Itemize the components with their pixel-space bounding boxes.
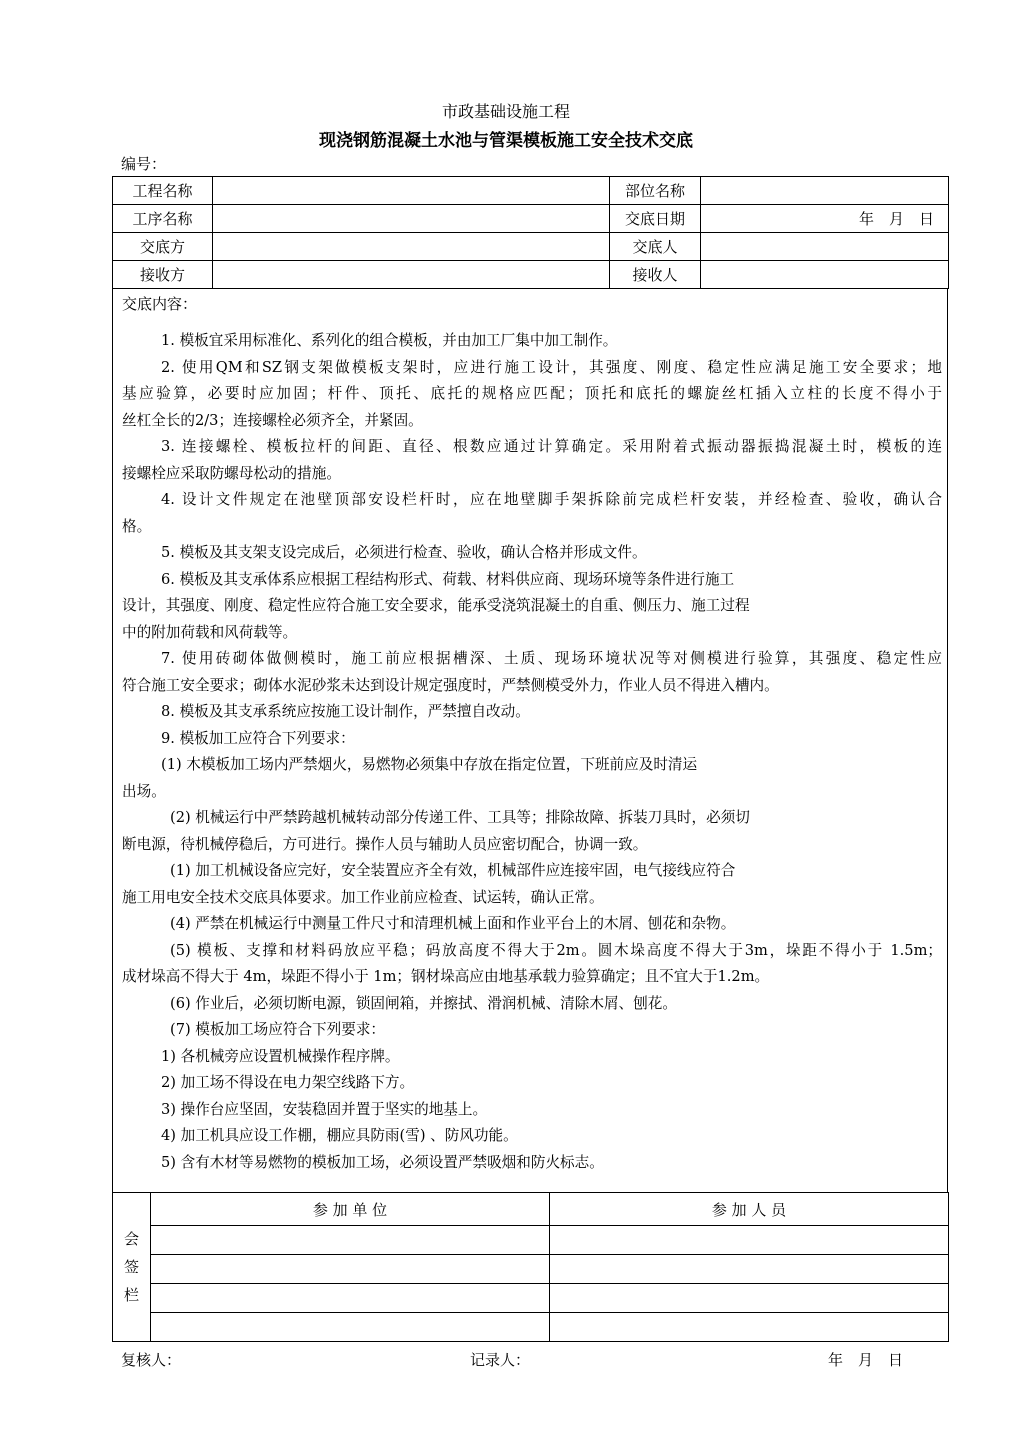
project-name-label: 工程名称 <box>113 177 213 205</box>
content-line: 5) 含有木材等易燃物的模板加工场，必须设置严禁吸烟和防火标志。 <box>161 1153 604 1171</box>
sign-label-char: 签 <box>123 1258 139 1276</box>
date-label: 交底日期 <box>610 205 701 233</box>
content-line: 中的附加荷载和风荷载等。 <box>122 623 298 641</box>
content-line: 4) 加工机具应设工作棚，棚应具防雨(雪) 、防风功能。 <box>161 1127 518 1144</box>
content-label: 交底内容： <box>122 295 198 313</box>
giver-party-label: 交底方 <box>113 233 213 261</box>
process-name-label: 工序名称 <box>113 205 213 233</box>
content-lines <box>122 328 942 1176</box>
person-cell[interactable] <box>550 1284 949 1313</box>
content-line: (6) 作业后，必须切断电源，锁固闸箱，并擦拭、滑润机械、清除木屑、刨花。 <box>170 994 677 1012</box>
giver-label: 交底人 <box>610 233 701 261</box>
part-name-label: 部位名称 <box>610 177 701 205</box>
content-line: 2. 使用QM和SZ钢支架做模板支架时，应进行施工设计，其强度、刚度、稳定性应满足施工安全要求；地 <box>161 358 942 376</box>
date-field[interactable]: 年 月 日 <box>701 205 949 233</box>
table-row <box>113 1284 949 1313</box>
receiver-party-field[interactable] <box>213 261 610 289</box>
footer-date: 年 月 日 <box>828 1351 904 1369</box>
person-header: 参 加 人 员 <box>550 1193 949 1226</box>
content-line: (5) 模板、支撑和材料码放应平稳；码放高度不得大于2m。圆木垛高度不得大于3m，垛距不得小于 1.5m； <box>170 941 942 959</box>
unit-cell[interactable] <box>151 1284 550 1313</box>
table-row <box>113 177 949 205</box>
content-line: 断电源，待机械停稳后，方可进行。操作人员与辅助人员应密切配合，协调一致。 <box>122 835 648 853</box>
unit-cell[interactable] <box>151 1226 550 1255</box>
person-cell[interactable] <box>550 1313 949 1342</box>
table-row <box>113 261 949 289</box>
content-line: 施工用电安全技术交底具体要求。加工作业前应检查、试运转，确认正常。 <box>122 888 604 906</box>
content-line: 接螺栓应采取防螺母松动的措施。 <box>122 464 341 482</box>
sign-column-label <box>113 1193 151 1342</box>
content-line: (1) 加工机械设备应完好，安全装置应齐全有效，机械部件应连接牢固，电气接线应符合 <box>170 862 736 879</box>
content-line: 基应验算，必要时应加固；杆件、顶托、底托的规格应匹配；顶托和底托的螺旋丝杠插入立柱的长度不得小于 <box>122 385 942 402</box>
receiver-field[interactable] <box>701 261 949 289</box>
content-line: 2) 加工场不得设在电力架空线路下方。 <box>161 1074 415 1091</box>
table-row <box>113 233 949 261</box>
giver-party-field[interactable] <box>213 233 610 261</box>
unit-cell[interactable] <box>151 1255 550 1284</box>
unit-header: 参 加 单 位 <box>151 1193 550 1226</box>
table-row <box>113 1193 949 1226</box>
content-line: (4) 严禁在机械运行中测量工件尺寸和清理机械上面和作业平台上的木屑、刨花和杂物。 <box>170 915 736 932</box>
content-line: 格。 <box>122 517 152 535</box>
number-label: 编号： <box>121 155 167 173</box>
sign-label-char: 会 <box>123 1230 139 1248</box>
sign-table <box>112 1192 949 1342</box>
part-name-field[interactable] <box>701 177 949 205</box>
giver-field[interactable] <box>701 233 949 261</box>
project-name-field[interactable] <box>213 177 610 205</box>
sign-label-char: 栏 <box>123 1286 139 1304</box>
content-line: (2) 机械运行中严禁跨越机械转动部分传递工件、工具等；排除故障、拆装刀具时，必须切 <box>170 809 750 826</box>
content-line: 8. 模板及其支承系统应按施工设计制作，严禁擅自改动。 <box>161 703 530 720</box>
document-subtitle: 市政基础设施工程 <box>441 102 570 121</box>
content-line: (1) 木模板加工场内严禁烟火，易燃物必须集中存放在指定位置，下班前应及时清运 <box>161 756 698 773</box>
document-title: 现浇钢筋混凝土水池与管渠模板施工安全技术交底 <box>319 131 693 151</box>
content-line: 7. 使用砖砌体做侧模时，施工前应根据槽深、土质、现场环境状况等对侧模进行验算，其强度、稳定性应 <box>161 650 942 667</box>
content-line: 成材垛高不得大于 4m，垛距不得小于 1m；钢材垛高应由地基承载力验算确定；且不宜大于1.2m。 <box>122 968 770 985</box>
receiver-party-label: 接收方 <box>113 261 213 289</box>
recorder-label: 记录人： <box>470 1351 531 1369</box>
receiver-label: 接收人 <box>610 261 701 289</box>
content-line: 3. 连接螺栓、模板拉杆的间距、直径、根数应通过计算确定。采用附着式振动器振捣混凝土时，模板的连 <box>161 438 942 455</box>
table-row <box>113 205 949 233</box>
content-line: (7) 模板加工场应符合下列要求： <box>170 1021 386 1038</box>
content-line: 6. 模板及其支承体系应根据工程结构形式、荷载、材料供应商、现场环境等条件进行施工 <box>161 570 735 588</box>
content-line: 丝杠全长的2/3；连接螺栓必须齐全，并紧固。 <box>122 411 423 429</box>
content-line: 设计，其强度、刚度、稳定性应符合施工安全要求，能承受浇筑混凝土的自重、侧压力、施工过程 <box>122 597 750 614</box>
unit-cell[interactable] <box>151 1313 550 1342</box>
content-line: 符合施工安全要求；砌体水泥砂浆未达到设计规定强度时，严禁侧模受外力，作业人员不得进入槽内。 <box>122 676 779 694</box>
person-cell[interactable] <box>550 1255 949 1284</box>
content-line: 出场。 <box>122 782 166 800</box>
content-line: 1. 模板宜采用标准化、系列化的组合模板，并由加工厂集中加工制作。 <box>161 332 618 349</box>
content-section <box>112 289 948 1192</box>
content-line: 5. 模板及其支架支设完成后，必须进行检查、验收，确认合格并形成文件。 <box>161 544 647 561</box>
process-name-field[interactable] <box>213 205 610 233</box>
content-line: 1) 各机械旁应设置机械操作程序牌。 <box>161 1047 400 1065</box>
content-line: 4. 设计文件规定在池壁顶部安设栏杆时，应在地壁脚手架拆除前完成栏杆安装，并经检查、验收，确认合 <box>161 491 942 508</box>
reviewer-label: 复核人： <box>121 1351 182 1369</box>
info-table <box>112 176 949 289</box>
content-line: 9. 模板加工应符合下列要求： <box>161 729 355 747</box>
content-line: 3) 操作台应坚固，安装稳固并置于坚实的地基上。 <box>161 1100 488 1118</box>
table-row <box>113 1226 949 1255</box>
table-row <box>113 1313 949 1342</box>
table-row <box>113 1255 949 1284</box>
person-cell[interactable] <box>550 1226 949 1255</box>
